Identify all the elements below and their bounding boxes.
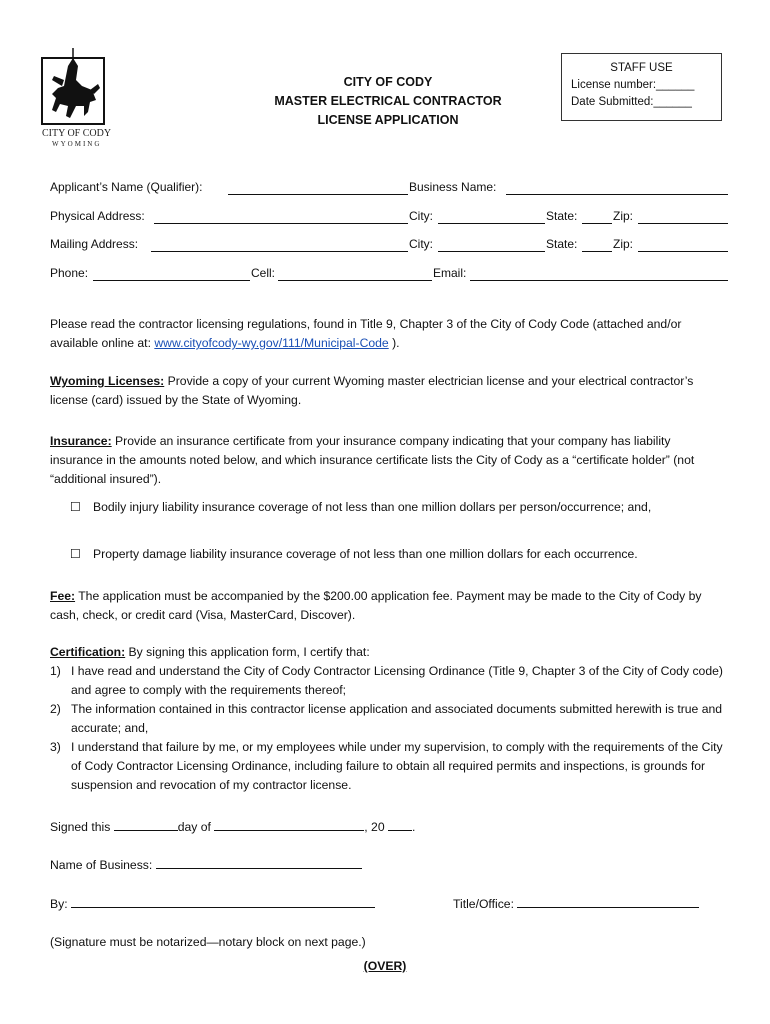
list-item-text: The information contained in this contractor license application and associated documents submitted herewith is true and accurate; and, xyxy=(71,702,723,735)
email-label: Email: xyxy=(433,266,467,280)
title-office-field[interactable] xyxy=(517,895,699,908)
fee-section xyxy=(50,587,726,625)
physical-zip-field[interactable] xyxy=(638,209,728,224)
certification-heading: Certification: xyxy=(50,645,126,659)
wyoming-licenses-section xyxy=(50,372,726,410)
wyoming-licenses-heading: Wyoming Licenses: xyxy=(50,374,165,388)
physical-zip-label: Zip: xyxy=(613,209,634,223)
list-number: 2) xyxy=(50,702,61,716)
intro-paragraph xyxy=(50,315,726,353)
title-line-1: CITY OF CODY xyxy=(343,75,433,89)
mailing-address-label: Mailing Address: xyxy=(50,237,139,251)
insurance-heading: Insurance: xyxy=(50,434,112,448)
physical-city-label: City: xyxy=(409,209,433,223)
staff-date-submitted: Date Submitted:______ xyxy=(571,96,692,108)
signed-year-field[interactable] xyxy=(388,818,412,831)
business-name-label: Business Name: xyxy=(409,180,497,194)
signed-this-label: Signed this xyxy=(50,820,114,834)
mailing-address-field[interactable] xyxy=(151,237,408,252)
list-item-text: I understand that failure by me, or my employees while under my supervision, to comply with the requirements of the City of Cody Contractor Licensing Ordinance, including failure to obtain all required permits and inspections, is grounds for suspension and revocation of my contractor license. xyxy=(71,740,723,792)
staff-use-heading: STAFF USE xyxy=(610,62,673,74)
logo-state-text: WYOMING xyxy=(52,140,102,148)
certification-text: By signing this application form, I certify that: xyxy=(125,645,370,659)
certification-section xyxy=(50,643,726,662)
mailing-zip-field[interactable] xyxy=(638,237,728,252)
mailing-zip-label: Zip: xyxy=(613,237,634,251)
form-row-physical-address xyxy=(50,209,728,227)
by-row xyxy=(50,895,375,913)
mailing-city-label: City: xyxy=(409,237,433,251)
year-prefix-label: , 20 xyxy=(364,820,388,834)
physical-city-field[interactable] xyxy=(438,209,545,224)
mailing-state-label: State: xyxy=(546,237,578,251)
physical-state-field[interactable] xyxy=(582,209,612,224)
signature-business-field[interactable] xyxy=(156,856,362,869)
applicant-name-label: Applicant’s Name (Qualifier): xyxy=(50,180,203,194)
insurance-item-text: Bodily injury liability insurance coverage of not less than one million dollars per person/occurrence; and, xyxy=(93,500,652,514)
municipal-code-link[interactable]: www.cityofcody-wy.gov/111/Municipal-Code xyxy=(154,336,389,350)
certification-item-3 xyxy=(50,738,726,795)
period-text: . xyxy=(412,820,416,834)
form-row-contact xyxy=(50,266,728,284)
fee-text: The application must be accompanied by the $200.00 application fee. Payment may be made to the City of Cody by cash, check, or credit card (Visa, MasterCard, Discover). xyxy=(50,589,702,622)
insurance-section xyxy=(50,432,726,489)
list-number: 1) xyxy=(50,664,61,678)
phone-field[interactable] xyxy=(93,266,250,281)
name-of-business-label: Name of Business: xyxy=(50,858,156,872)
title-line-2: MASTER ELECTRICAL CONTRACTOR xyxy=(274,94,502,108)
signed-day-field[interactable] xyxy=(114,818,178,831)
over-label xyxy=(0,959,770,973)
insurance-item-text: Property damage liability insurance coverage of not less than one million dollars for each occurrence. xyxy=(93,547,638,561)
certification-item-2 xyxy=(50,700,726,738)
applicant-name-field[interactable] xyxy=(228,180,408,195)
form-row-applicant xyxy=(50,180,728,198)
certification-item-1 xyxy=(50,662,726,700)
form-row-mailing-address xyxy=(50,237,728,255)
title-line-3: LICENSE APPLICATION xyxy=(317,113,459,127)
intro-text: Please read the contractor licensing regulations, found in Title 9, Chapter 3 of the City of Cody Code (attached and/or available online at: xyxy=(50,317,682,350)
wyoming-licenses-text: Provide a copy of your current Wyoming master electrician license and your electrical contractor’s license (card) issued by the State of Wyoming. xyxy=(50,374,694,407)
cell-field[interactable] xyxy=(278,266,432,281)
phone-label: Phone: xyxy=(50,266,89,280)
day-of-label: day of xyxy=(177,820,215,834)
insurance-item-bodily xyxy=(70,498,726,517)
list-number: 3) xyxy=(50,740,61,754)
signed-date-row xyxy=(50,818,415,836)
business-name-row xyxy=(50,856,362,874)
page-title xyxy=(268,73,508,130)
email-field[interactable] xyxy=(470,266,728,281)
mailing-state-field[interactable] xyxy=(582,237,612,252)
cell-label: Cell: xyxy=(251,266,276,280)
notarized-note: (Signature must be notarized—notary block on next page.) xyxy=(50,935,366,949)
title-office-row xyxy=(453,895,699,913)
by-label: By: xyxy=(50,897,71,911)
physical-state-label: State: xyxy=(546,209,578,223)
signed-month-field[interactable] xyxy=(214,818,364,831)
by-signature-field[interactable] xyxy=(71,895,375,908)
insurance-text: Provide an insurance certificate from your insurance company indicating that your company has liability insurance in the amounts noted below, and which insurance certificate lists the City of Cody as a “certificate holder” (not “additional insured”). xyxy=(50,434,695,486)
physical-address-field[interactable] xyxy=(154,209,408,224)
title-office-label: Title/Office: xyxy=(453,897,518,911)
business-name-field[interactable] xyxy=(506,180,728,195)
intro-text-end: ). xyxy=(388,336,400,350)
checkbox-icon[interactable]: ☐ xyxy=(70,547,81,561)
physical-address-label: Physical Address: xyxy=(50,209,145,223)
insurance-item-property xyxy=(70,545,726,564)
staff-use-box xyxy=(561,53,722,121)
mailing-city-field[interactable] xyxy=(438,237,545,252)
over-text: (OVER) xyxy=(363,959,407,973)
list-item-text: I have read and understand the City of Cody Contractor Licensing Ordinance (Title 9, Chapter 3 of the City of Cody code) and agree to comply with the requirements thereof; xyxy=(71,664,723,697)
checkbox-icon[interactable]: ☐ xyxy=(70,500,81,514)
staff-license-number: License number:______ xyxy=(571,79,695,91)
fee-heading: Fee: xyxy=(50,589,76,603)
logo-city-text: CITY OF CODY xyxy=(42,128,112,139)
